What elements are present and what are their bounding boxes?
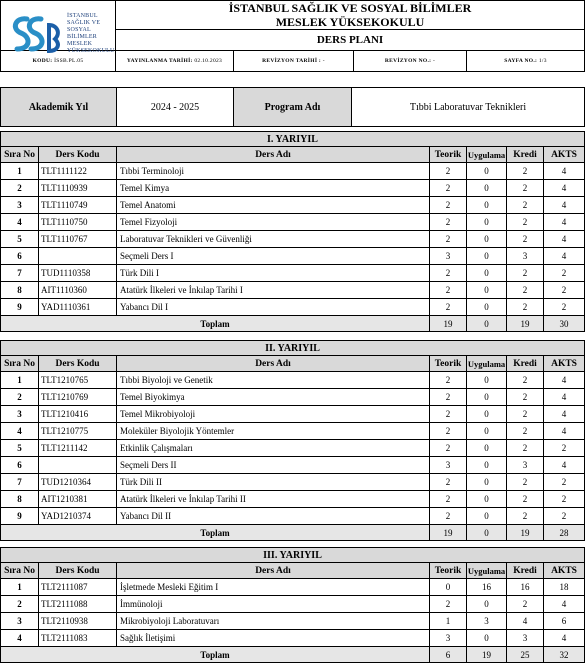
row-sira-no: 8 bbox=[1, 282, 39, 299]
logo-text-line: SAĞLIK VE bbox=[67, 20, 101, 26]
meta-label: YAYINLANMA TARİHİ: bbox=[126, 58, 193, 64]
table-row bbox=[1, 282, 585, 299]
meta-value: - bbox=[322, 58, 325, 64]
row-ders-adi: Moleküler Biyolojik Yöntemler bbox=[117, 423, 430, 440]
logo-wordmark bbox=[67, 13, 115, 55]
total-label: Toplam bbox=[1, 316, 430, 332]
row-ders-kodu: TUD1110358 bbox=[39, 265, 117, 282]
row-akts: 4 bbox=[544, 214, 585, 231]
semester-table bbox=[0, 547, 585, 663]
row-uygulama: 3 bbox=[467, 613, 507, 630]
total-uygulama: 19 bbox=[467, 647, 507, 663]
row-ders-adi: Yabancı Dil II bbox=[117, 508, 430, 525]
row-uygulama: 0 bbox=[467, 406, 507, 423]
meta-value: İSSB.PL.05 bbox=[54, 58, 84, 64]
school-name-line1: İSTANBUL SAĞLIK VE SOSYAL BİLİMLER bbox=[228, 1, 472, 15]
row-akts: 2 bbox=[544, 440, 585, 457]
row-kredi: 4 bbox=[507, 613, 544, 630]
row-teorik: 2 bbox=[430, 372, 467, 389]
row-ders-adi: Atatürk İlkeleri ve İnkılap Tarihi II bbox=[117, 491, 430, 508]
row-uygulama: 0 bbox=[467, 372, 507, 389]
row-akts: 2 bbox=[544, 508, 585, 525]
row-akts: 4 bbox=[544, 457, 585, 474]
row-ders-kodu: TLT2111088 bbox=[39, 596, 117, 613]
logo-text-line: YÜKSEKOKULU bbox=[67, 48, 115, 54]
row-ders-adi: Laboratuvar Teknikleri ve Güvenliği bbox=[117, 231, 430, 248]
row-akts: 4 bbox=[544, 163, 585, 180]
table-row bbox=[1, 163, 585, 180]
row-ders-adi: İşletmede Mesleki Eğitim I bbox=[117, 579, 430, 596]
row-ders-adi: Atatürk İlkeleri ve İnkılap Tarihi I bbox=[117, 282, 430, 299]
row-kredi: 2 bbox=[507, 491, 544, 508]
row-uygulama: 16 bbox=[467, 579, 507, 596]
row-ders-kodu: YAD1110361 bbox=[39, 299, 117, 316]
semester-table bbox=[0, 340, 585, 541]
meta-label: REVİZYON NO.: bbox=[384, 58, 432, 64]
row-kredi: 2 bbox=[507, 596, 544, 613]
row-sira-no: 1 bbox=[1, 372, 39, 389]
row-ders-kodu: TLT1110749 bbox=[39, 197, 117, 214]
col-kredi: Kredi bbox=[507, 147, 544, 163]
row-ders-adi: Mikrobiyoloji Laboratuvarı bbox=[117, 613, 430, 630]
row-ders-kodu: TLT2111087 bbox=[39, 579, 117, 596]
row-ders-adi: Temel Anatomi bbox=[117, 197, 430, 214]
col-teorik: Teorik bbox=[430, 147, 467, 163]
row-ders-kodu: TLT1210765 bbox=[39, 372, 117, 389]
row-teorik: 3 bbox=[430, 630, 467, 647]
row-ders-adi: Tıbbi Biyoloji ve Genetik bbox=[117, 372, 430, 389]
row-sira-no: 7 bbox=[1, 265, 39, 282]
row-uygulama: 0 bbox=[467, 180, 507, 197]
row-uygulama: 0 bbox=[467, 457, 507, 474]
table-row bbox=[1, 299, 585, 316]
school-logo bbox=[5, 7, 115, 67]
table-header-row bbox=[1, 356, 585, 372]
table-row bbox=[1, 248, 585, 265]
row-teorik: 2 bbox=[430, 282, 467, 299]
table-row bbox=[1, 491, 585, 508]
row-ders-kodu: TLT1210775 bbox=[39, 423, 117, 440]
meta-sayfa-no bbox=[467, 51, 585, 72]
row-uygulama: 0 bbox=[467, 265, 507, 282]
row-sira-no: 9 bbox=[1, 299, 39, 316]
row-uygulama: 0 bbox=[467, 491, 507, 508]
row-ders-kodu: TLT1110750 bbox=[39, 214, 117, 231]
row-kredi: 2 bbox=[507, 508, 544, 525]
row-ders-adi: Türk Dili I bbox=[117, 265, 430, 282]
col-kredi: Kredi bbox=[507, 563, 544, 579]
meta-label: KODU: bbox=[32, 58, 53, 64]
total-teorik: 6 bbox=[430, 647, 467, 663]
table-row bbox=[1, 214, 585, 231]
table-row bbox=[1, 180, 585, 197]
row-akts: 2 bbox=[544, 265, 585, 282]
row-teorik: 2 bbox=[430, 231, 467, 248]
row-kredi: 2 bbox=[507, 389, 544, 406]
table-row bbox=[1, 508, 585, 525]
row-ders-adi: Temel Biyokimya bbox=[117, 389, 430, 406]
row-sira-no: 5 bbox=[1, 440, 39, 457]
row-teorik: 2 bbox=[430, 406, 467, 423]
row-akts: 4 bbox=[544, 406, 585, 423]
row-akts: 4 bbox=[544, 180, 585, 197]
row-uygulama: 0 bbox=[467, 282, 507, 299]
meta-yayin-tarihi bbox=[116, 51, 234, 72]
logo-cell bbox=[1, 1, 116, 54]
total-teorik: 19 bbox=[430, 525, 467, 541]
row-ders-adi: Temel Kimya bbox=[117, 180, 430, 197]
row-ders-kodu: TLT1110939 bbox=[39, 180, 117, 197]
table-row bbox=[1, 389, 585, 406]
row-sira-no: 6 bbox=[1, 248, 39, 265]
total-kredi: 19 bbox=[507, 316, 544, 332]
row-akts: 4 bbox=[544, 389, 585, 406]
row-akts: 4 bbox=[544, 423, 585, 440]
semester-table bbox=[0, 131, 585, 332]
semester-title: I. YARIYIL bbox=[1, 132, 585, 147]
col-ders-kodu: Ders Kodu bbox=[39, 563, 117, 579]
col-kredi: Kredi bbox=[507, 356, 544, 372]
meta-label: REVİZYON TARİHİ : bbox=[262, 58, 322, 64]
program-label: Program Adı bbox=[234, 88, 352, 127]
row-ders-kodu: TLT1210416 bbox=[39, 406, 117, 423]
row-teorik: 3 bbox=[430, 248, 467, 265]
row-sira-no: 8 bbox=[1, 491, 39, 508]
school-name bbox=[116, 1, 585, 30]
row-teorik: 2 bbox=[430, 596, 467, 613]
row-sira-no: 9 bbox=[1, 508, 39, 525]
total-row bbox=[1, 525, 585, 541]
program-value: Tıbbi Laboratuvar Teknikleri bbox=[352, 88, 585, 127]
row-uygulama: 0 bbox=[467, 508, 507, 525]
meta-revizyon-tarihi bbox=[234, 51, 354, 72]
row-teorik: 2 bbox=[430, 474, 467, 491]
row-teorik: 3 bbox=[430, 457, 467, 474]
meta-value: 02.10.2023 bbox=[194, 58, 223, 64]
row-ders-adi: Temel Mikrobiyoloji bbox=[117, 406, 430, 423]
row-kredi: 3 bbox=[507, 457, 544, 474]
meta-value: 1/3 bbox=[538, 58, 547, 64]
col-sira-no: Sıra No bbox=[1, 563, 39, 579]
logo-text-line: SOSYAL bbox=[67, 27, 91, 33]
total-kredi: 25 bbox=[507, 647, 544, 663]
row-ders-kodu: TLT1111122 bbox=[39, 163, 117, 180]
table-row bbox=[1, 265, 585, 282]
col-ders-kodu: Ders Kodu bbox=[39, 356, 117, 372]
total-akts: 32 bbox=[544, 647, 585, 663]
row-sira-no: 4 bbox=[1, 630, 39, 647]
row-ders-kodu: TLT2110938 bbox=[39, 613, 117, 630]
logo-mark-icon bbox=[5, 7, 65, 67]
document-header bbox=[0, 0, 585, 72]
row-uygulama: 0 bbox=[467, 423, 507, 440]
row-akts: 4 bbox=[544, 248, 585, 265]
table-row bbox=[1, 372, 585, 389]
col-teorik: Teorik bbox=[430, 356, 467, 372]
row-ders-adi: Yabancı Dil I bbox=[117, 299, 430, 316]
logo-text-line: MESLEK bbox=[67, 41, 93, 47]
row-kredi: 3 bbox=[507, 248, 544, 265]
total-row bbox=[1, 647, 585, 663]
row-teorik: 2 bbox=[430, 180, 467, 197]
row-ders-kodu: TLT1110767 bbox=[39, 231, 117, 248]
row-uygulama: 0 bbox=[467, 299, 507, 316]
row-teorik: 2 bbox=[430, 197, 467, 214]
row-kredi: 2 bbox=[507, 197, 544, 214]
row-akts: 4 bbox=[544, 197, 585, 214]
total-row bbox=[1, 316, 585, 332]
row-ders-kodu: TUD1210364 bbox=[39, 474, 117, 491]
row-ders-kodu: TLT1210769 bbox=[39, 389, 117, 406]
row-teorik: 0 bbox=[430, 579, 467, 596]
col-ders-adi: Ders Adı bbox=[117, 356, 430, 372]
row-sira-no: 2 bbox=[1, 596, 39, 613]
row-sira-no: 5 bbox=[1, 231, 39, 248]
row-akts: 4 bbox=[544, 630, 585, 647]
total-akts: 28 bbox=[544, 525, 585, 541]
row-akts: 4 bbox=[544, 231, 585, 248]
row-kredi: 3 bbox=[507, 630, 544, 647]
semester-title: III. YARIYIL bbox=[1, 548, 585, 563]
row-akts: 6 bbox=[544, 613, 585, 630]
row-uygulama: 0 bbox=[467, 630, 507, 647]
academic-year-label: Akademik Yıl bbox=[1, 88, 117, 127]
col-akts: AKTS bbox=[544, 147, 585, 163]
total-uygulama: 0 bbox=[467, 316, 507, 332]
row-teorik: 2 bbox=[430, 214, 467, 231]
row-sira-no: 3 bbox=[1, 197, 39, 214]
row-teorik: 1 bbox=[430, 613, 467, 630]
row-teorik: 2 bbox=[430, 389, 467, 406]
row-uygulama: 0 bbox=[467, 248, 507, 265]
row-ders-adi: Türk Dili II bbox=[117, 474, 430, 491]
row-ders-adi: Sağlık İletişimi bbox=[117, 630, 430, 647]
total-akts: 30 bbox=[544, 316, 585, 332]
row-akts: 2 bbox=[544, 282, 585, 299]
row-kredi: 2 bbox=[507, 440, 544, 457]
col-akts: AKTS bbox=[544, 356, 585, 372]
col-sira-no: Sıra No bbox=[1, 147, 39, 163]
row-sira-no: 2 bbox=[1, 180, 39, 197]
row-ders-kodu: TLT1211142 bbox=[39, 440, 117, 457]
row-ders-kodu: AIT1110360 bbox=[39, 282, 117, 299]
col-ders-kodu: Ders Kodu bbox=[39, 147, 117, 163]
row-ders-kodu bbox=[39, 248, 117, 265]
total-teorik: 19 bbox=[430, 316, 467, 332]
col-uygulama: Uygulama bbox=[467, 147, 507, 163]
semester-title: II. YARIYIL bbox=[1, 341, 585, 356]
row-kredi: 2 bbox=[507, 214, 544, 231]
table-row bbox=[1, 579, 585, 596]
row-sira-no: 1 bbox=[1, 163, 39, 180]
academic-year-value: 2024 - 2025 bbox=[117, 88, 234, 127]
row-kredi: 2 bbox=[507, 282, 544, 299]
table-row bbox=[1, 613, 585, 630]
row-kredi: 16 bbox=[507, 579, 544, 596]
col-ders-adi: Ders Adı bbox=[117, 147, 430, 163]
total-uygulama: 0 bbox=[467, 525, 507, 541]
col-sira-no: Sıra No bbox=[1, 356, 39, 372]
meta-revizyon-no bbox=[354, 51, 467, 72]
table-row bbox=[1, 406, 585, 423]
row-kredi: 2 bbox=[507, 372, 544, 389]
row-ders-adi: Seçmeli Ders II bbox=[117, 457, 430, 474]
logo-text-line: İSTANBUL bbox=[67, 13, 98, 19]
logo-text-line: BİLİMLER bbox=[67, 34, 97, 40]
table-row bbox=[1, 440, 585, 457]
row-sira-no: 4 bbox=[1, 214, 39, 231]
table-row bbox=[1, 197, 585, 214]
row-sira-no: 7 bbox=[1, 474, 39, 491]
document-title: DERS PLANI bbox=[116, 30, 585, 51]
row-akts: 18 bbox=[544, 579, 585, 596]
row-akts: 2 bbox=[544, 299, 585, 316]
row-kredi: 2 bbox=[507, 406, 544, 423]
row-sira-no: 3 bbox=[1, 613, 39, 630]
row-akts: 4 bbox=[544, 596, 585, 613]
row-ders-adi: Temel Fizyoloji bbox=[117, 214, 430, 231]
row-kredi: 2 bbox=[507, 299, 544, 316]
row-akts: 4 bbox=[544, 372, 585, 389]
table-row bbox=[1, 231, 585, 248]
row-sira-no: 2 bbox=[1, 389, 39, 406]
table-row bbox=[1, 423, 585, 440]
col-ders-adi: Ders Adı bbox=[117, 563, 430, 579]
row-kredi: 2 bbox=[507, 163, 544, 180]
meta-value: - bbox=[432, 58, 436, 64]
row-teorik: 2 bbox=[430, 299, 467, 316]
total-kredi: 19 bbox=[507, 525, 544, 541]
table-header-row bbox=[1, 147, 585, 163]
row-ders-kodu: AIT1210381 bbox=[39, 491, 117, 508]
row-teorik: 2 bbox=[430, 508, 467, 525]
table-row bbox=[1, 596, 585, 613]
total-label: Toplam bbox=[1, 647, 430, 663]
row-sira-no: 6 bbox=[1, 457, 39, 474]
row-kredi: 2 bbox=[507, 423, 544, 440]
row-uygulama: 0 bbox=[467, 389, 507, 406]
row-kredi: 2 bbox=[507, 180, 544, 197]
row-uygulama: 0 bbox=[467, 214, 507, 231]
row-uygulama: 0 bbox=[467, 474, 507, 491]
row-ders-adi: Etkinlik Çalışmaları bbox=[117, 440, 430, 457]
row-ders-kodu bbox=[39, 457, 117, 474]
row-uygulama: 0 bbox=[467, 231, 507, 248]
row-sira-no: 3 bbox=[1, 406, 39, 423]
school-name-line2: MESLEK YÜKSEKOKULU bbox=[275, 15, 425, 29]
table-row bbox=[1, 457, 585, 474]
row-kredi: 2 bbox=[507, 265, 544, 282]
row-teorik: 2 bbox=[430, 265, 467, 282]
col-uygulama: Uygulama bbox=[467, 563, 507, 579]
row-ders-kodu: TLT2111083 bbox=[39, 630, 117, 647]
col-akts: AKTS bbox=[544, 563, 585, 579]
row-uygulama: 0 bbox=[467, 197, 507, 214]
table-row bbox=[1, 630, 585, 647]
row-sira-no: 4 bbox=[1, 423, 39, 440]
row-akts: 2 bbox=[544, 491, 585, 508]
row-uygulama: 0 bbox=[467, 440, 507, 457]
row-kredi: 2 bbox=[507, 231, 544, 248]
total-label: Toplam bbox=[1, 525, 430, 541]
col-teorik: Teorik bbox=[430, 563, 467, 579]
row-teorik: 2 bbox=[430, 163, 467, 180]
table-header-row bbox=[1, 563, 585, 579]
row-ders-adi: İmmünoloji bbox=[117, 596, 430, 613]
row-teorik: 2 bbox=[430, 423, 467, 440]
row-kredi: 2 bbox=[507, 474, 544, 491]
col-uygulama: Uygulama bbox=[467, 356, 507, 372]
row-teorik: 2 bbox=[430, 491, 467, 508]
meta-label: SAYFA NO.: bbox=[504, 58, 538, 64]
row-ders-kodu: YAD1210374 bbox=[39, 508, 117, 525]
row-uygulama: 0 bbox=[467, 596, 507, 613]
row-akts: 2 bbox=[544, 474, 585, 491]
table-row bbox=[1, 474, 585, 491]
row-uygulama: 0 bbox=[467, 163, 507, 180]
row-ders-adi: Tıbbi Terminoloji bbox=[117, 163, 430, 180]
academic-info bbox=[0, 87, 585, 127]
row-sira-no: 1 bbox=[1, 579, 39, 596]
row-ders-adi: Seçmeli Ders I bbox=[117, 248, 430, 265]
row-teorik: 2 bbox=[430, 440, 467, 457]
